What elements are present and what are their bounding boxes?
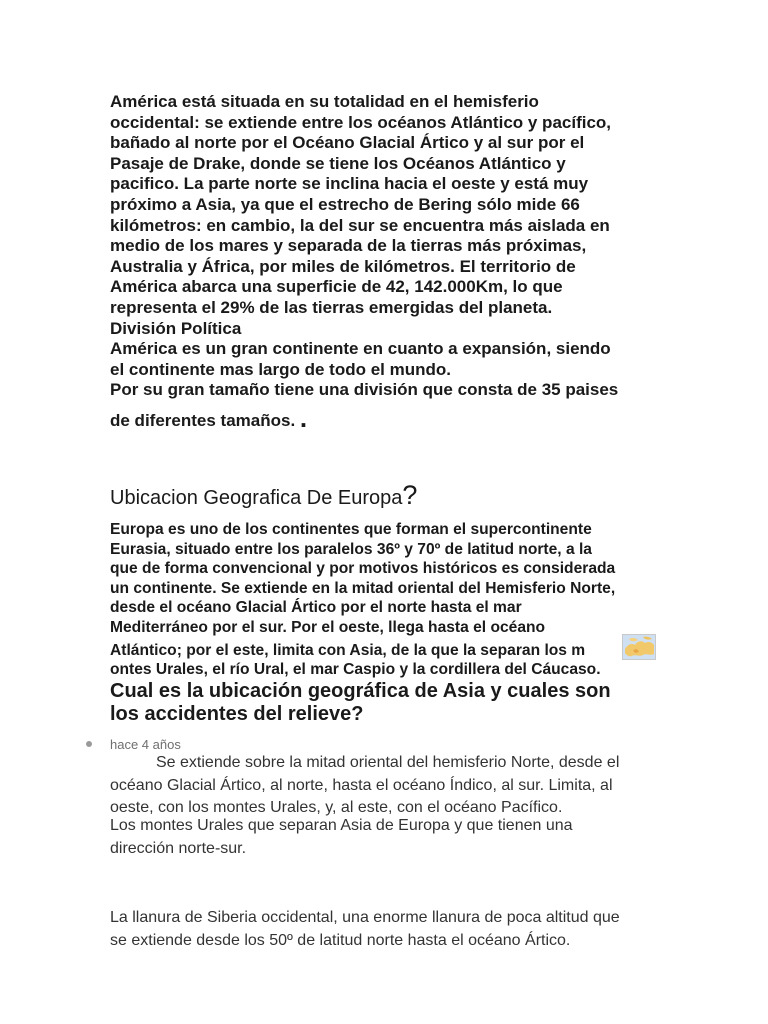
america-line: América abarca una superficie de 42, 142.000Km, lo que: [110, 277, 563, 297]
europa-heading-mark: ?: [402, 480, 418, 510]
europa-line: Atlántico; por el este, limita con Asia, de la que la separan los m: [110, 641, 586, 659]
america-line: bañado al norte por el Océano Glacial Ártico y al sur por el: [110, 133, 585, 153]
europa-line: ontes Urales, el río Ural, el mar Caspio y la cordillera del Cáucaso.: [110, 661, 601, 679]
answer-line: océano Glacial Ártico, al norte, hasta el océano Índico, al sur. Limita, al: [110, 776, 613, 794]
america-line: el continente mas largo de todo el mundo.: [110, 359, 451, 379]
europa-line: Eurasia, situado entre los paralelos 36º y 70º de latitud norte, a la: [110, 540, 592, 558]
america-line: Pasaje de Drake, donde se tiene los Océanos Atlántico y: [110, 153, 566, 173]
europa-paragraph: [110, 520, 658, 680]
answer-line: dirección norte-sur.: [110, 839, 247, 857]
asia-answer-paragraph-2: [110, 815, 658, 860]
europa-line: Europa es uno de los continentes que forman el supercontinente: [110, 521, 592, 538]
europa-line: que de forma convencional y por motivos históricos es considerada: [110, 560, 616, 578]
asia-heading-line: Cual es la ubicación geográfica de Asia y cuales son: [110, 680, 611, 702]
europa-heading: [110, 480, 658, 511]
america-line: medio de los mares y separada de la tierras más próximas,: [110, 236, 587, 256]
asia-answer-paragraph-3: [110, 907, 658, 952]
europa-heading-text: Ubicacion Geografica De Europa: [110, 487, 403, 509]
america-line: Por su gran tamaño tiene una división que consta de 35 paises: [110, 380, 619, 400]
europa-line: un continente. Se extiende en la mitad oriental del Hemisferio Norte,: [110, 579, 616, 597]
europe-map-thumbnail-icon: [622, 634, 656, 660]
america-line: de diferentes tamaños.: [110, 410, 296, 430]
answer-line: oeste, con los montes Urales, y, al este, con el océano Pacífico.: [110, 799, 563, 816]
asia-answer-paragraph-1: [110, 752, 658, 820]
map-thumbnail-graphic: [623, 635, 655, 659]
america-last-line: [110, 401, 658, 438]
asia-heading-line: los accidentes del relieve?: [110, 703, 364, 725]
bullet-icon: [86, 741, 92, 747]
answer-line: La llanura de Siberia occidental, una enorme llanura de poca altitud que: [110, 909, 620, 926]
america-line: América está situada en su totalidad en el hemisferio: [110, 92, 539, 111]
europa-line: desde el océano Glacial Ártico por el norte hasta el mar: [110, 599, 522, 617]
america-line: occidental: se extiende entre los océanos Atlántico y pacífico,: [110, 112, 612, 132]
america-paragraph: [110, 92, 658, 438]
america-line: pacifico. La parte norte se inclina hacia el oeste y está muy: [110, 174, 589, 194]
answer-line: se extiende desde los 50º de latitud norte hasta el océano Ártico.: [110, 931, 571, 949]
america-line: próximo a Asia, ya que el estrecho de Bering sólo mide 66: [110, 194, 580, 214]
division-politica-label: División Política: [110, 318, 242, 338]
america-line: representa el 29% de las tierras emergidas del planeta.: [110, 297, 553, 317]
america-line: América es un gran continente en cuanto a expansión, siendo: [110, 339, 611, 359]
trailing-dot: .: [299, 402, 308, 433]
america-line: kilómetros: en cambio, la del sur se encuentra más aislada en: [110, 215, 610, 235]
answer-line: Se extiende sobre la mitad oriental del hemisferio Norte, desde el: [156, 754, 620, 771]
america-line: Australia y África, por miles de kilómetros. El territorio de: [110, 256, 576, 276]
europa-line: Mediterráneo por el sur. Por el oeste, llega hasta el océano: [110, 618, 546, 636]
asia-question-heading: [110, 680, 658, 726]
answer-timestamp: hace 4 años: [110, 737, 181, 752]
answer-line: Los montes Urales que separan Asia de Europa y que tienen una: [110, 817, 573, 834]
